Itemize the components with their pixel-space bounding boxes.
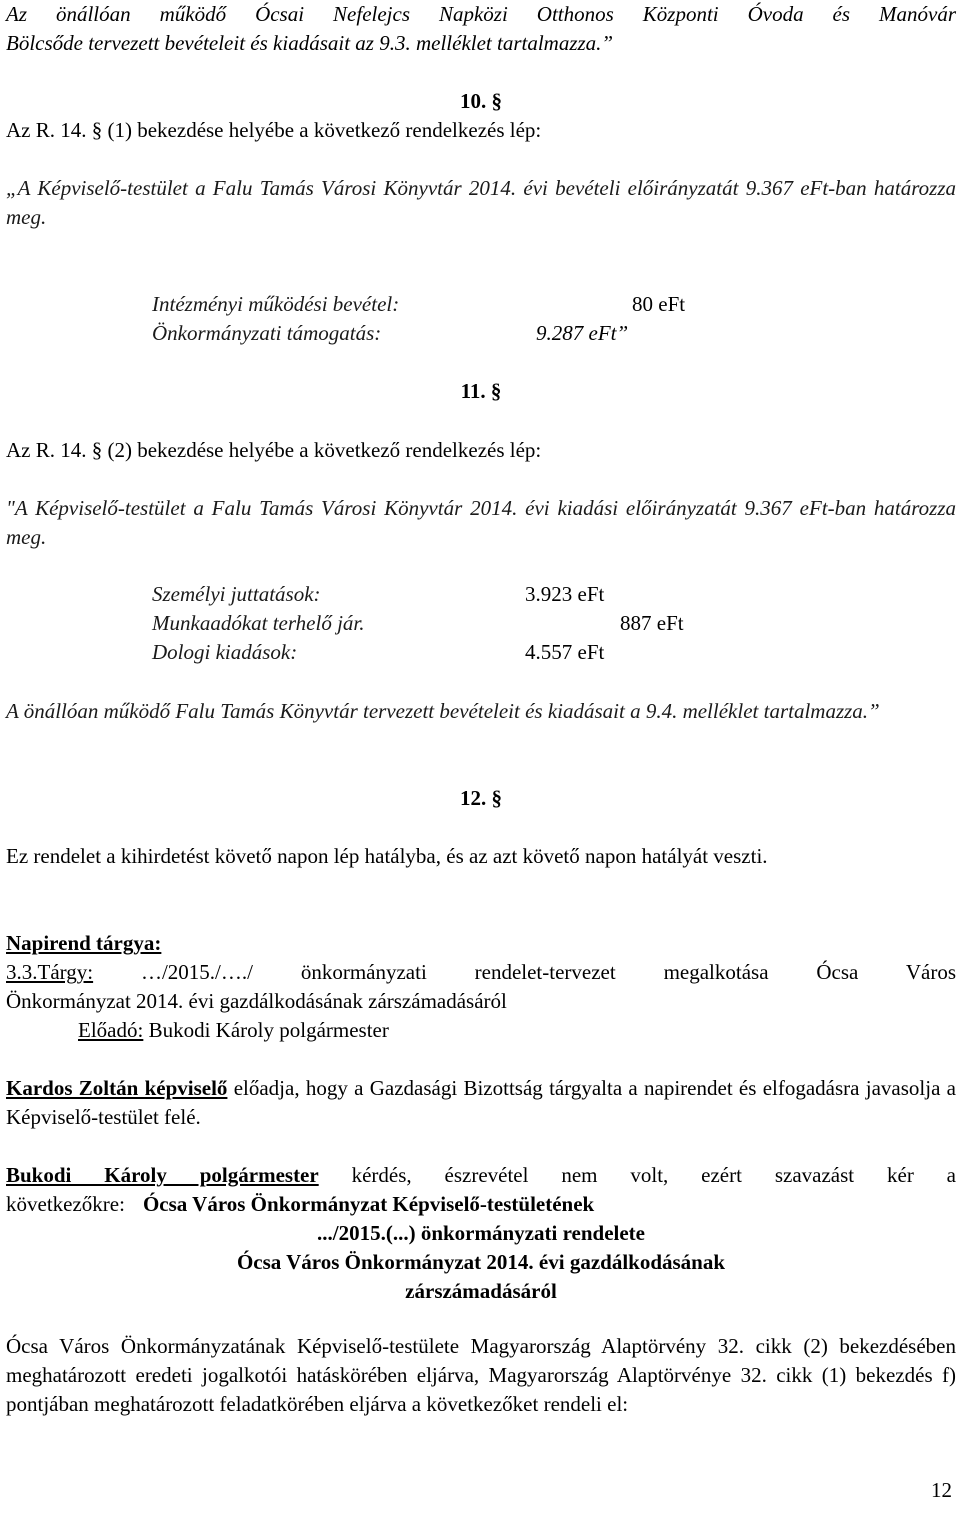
resolution-number: .../2015.(...) önkormányzati rendelete [317, 1221, 645, 1245]
section-11-paragraph: Az R. 14. § (2) bekezdése helyébe a következő rendelkezés lép: [6, 438, 542, 462]
kardos-text: előadja, hogy a Gazdasági Bizottság tárgyalta a napirendet és elfogadásra javasolja a Képviselő-testület felé. [6, 1076, 956, 1129]
presenter-label: Előadó: [78, 1018, 144, 1042]
bukodi-text: kérdés, észrevétel nem volt, ezért szavazást kér a [351, 1163, 957, 1187]
agenda-item-number: 3.3.Tárgy: [6, 960, 94, 984]
row-label: Személyi juttatások: [152, 582, 321, 606]
agenda-presenter [78, 1016, 956, 1045]
agenda-title: Napirend tárgya: [6, 931, 162, 955]
document-page [6, 0, 956, 1513]
income-row-support [6, 319, 956, 348]
expense-row-employer [6, 609, 956, 638]
expense-row-material [6, 638, 956, 667]
income-row-institutional [6, 290, 956, 319]
resolution-subject-end: zárszámadásáról [405, 1279, 557, 1303]
bukodi-line1 [6, 1161, 956, 1190]
bukodi-following: következőkre: [6, 1192, 125, 1216]
row-value: 3.923 eFt [525, 582, 605, 606]
intro-line1: Az önállóan működő Ócsai Nefelejcs Napközi Otthonos Központi Óvoda és Manóvár [6, 2, 956, 26]
row-value: 80 eFt [632, 292, 686, 316]
row-value: 887 eFt [620, 611, 684, 635]
row-label: Dologi kiadások: [152, 640, 298, 664]
kardos-name: Kardos Zoltán képviselő [6, 1076, 228, 1100]
bukodi-line2 [6, 1190, 956, 1219]
row-label: Intézményi működési bevétel: [152, 292, 400, 316]
resolution-body: Ócsa Város Önkormányzat Képviselő-testületének [142, 1192, 595, 1216]
section-11-heading: 11. § [460, 379, 502, 403]
row-label: Munkaadókat terhelő jár. [152, 611, 365, 635]
row-value: 9.287 eFt” [536, 321, 629, 345]
agenda-item-text: …/2015./…./ önkormányzati rendelet-tervezet megalkotása Ócsa Város [140, 960, 956, 984]
row-label: Önkormányzati támogatás: [152, 321, 382, 345]
agenda-item-line2: Önkormányzat 2014. évi gazdálkodásának zárszámadásáról [6, 989, 507, 1013]
section-11-closing: A önállóan működő Falu Tamás Könyvtár tervezett bevételeit és kiadásait a 9.4. melléklet tartalmazza.” [6, 699, 880, 723]
page-number: 12 [931, 1478, 952, 1502]
section-10-heading: 10. § [460, 89, 502, 113]
expense-row-personnel [6, 580, 956, 609]
bukodi-name: Bukodi Károly polgármester [6, 1163, 319, 1187]
final-paragraph: Ócsa Város Önkormányzatának Képviselő-testülete Magyarország Alaptörvény 32. cikk (2) bekezdésében meghatározott eredeti jogalkotói hatáskörében eljárva, Magyarország Alaptörvénye 32. cikk (1) bekezdés f) pontjában meghatározott feladatkörében eljárva a következőket rendeli el: [6, 1334, 956, 1416]
row-value: 4.557 eFt [525, 640, 605, 664]
section-10-quote: „A Képviselő-testület a Falu Tamás Városi Könyvtár 2014. évi bevételi előirányzatát 9.367 eFt-ban határozza meg. [6, 176, 956, 229]
presenter-name: Bukodi Károly polgármester [148, 1018, 389, 1042]
section-11-quote: "A Képviselő-testület a Falu Tamás Városi Könyvtár 2014. évi kiadási előirányzatát 9.367 eFt-ban határozza meg. [6, 496, 956, 549]
section-12-heading: 12. § [460, 786, 502, 810]
resolution-subject: Ócsa Város Önkormányzat 2014. évi gazdálkodásának [236, 1250, 726, 1274]
section-10-paragraph: Az R. 14. § (1) bekezdése helyébe a következő rendelkezés lép: [6, 118, 542, 142]
section-12-paragraph: Ez rendelet a kihirdetést követő napon lép hatályba, és az azt követő napon hatályát veszti. [6, 844, 768, 868]
intro-paragraph: Bölcsőde tervezett bevételeit és kiadásait az 9.3. melléklet tartalmazza.” [6, 31, 614, 55]
kardos-paragraph [6, 1074, 956, 1132]
agenda-item-line1 [6, 958, 956, 987]
